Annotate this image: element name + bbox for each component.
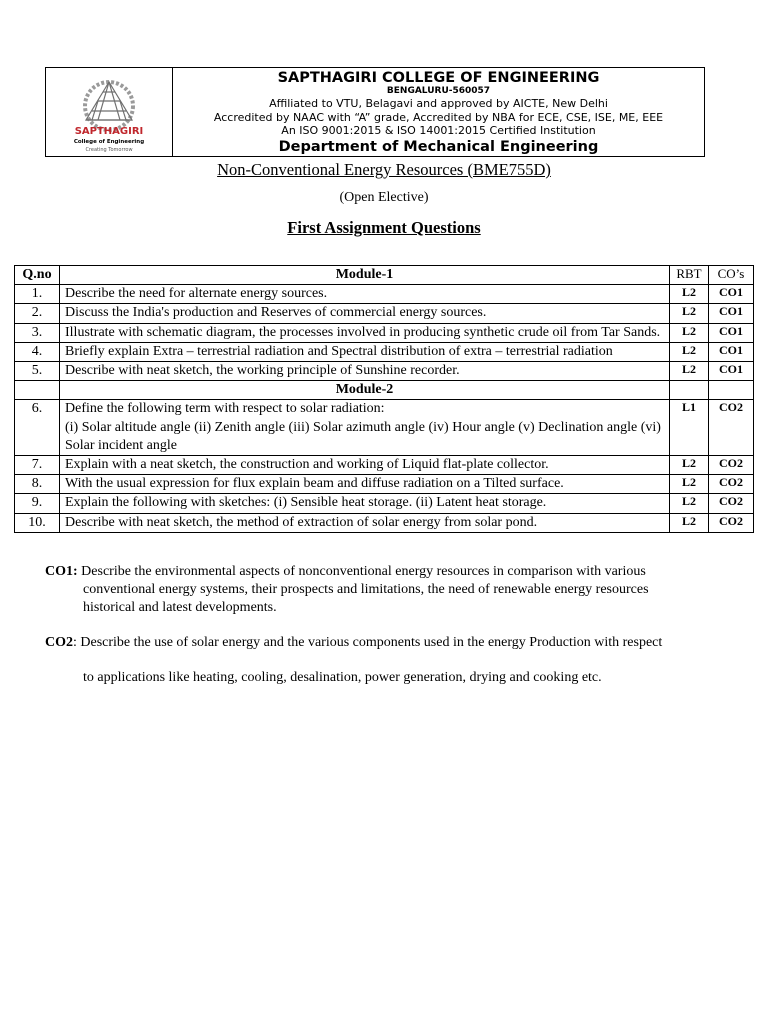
question-text: With the usual expression for flux explain beam and diffuse radiation on a Tilted surface. [60, 475, 670, 494]
table-row [15, 475, 754, 494]
accreditation-text: Accredited by NAAC with “A” grade, Accredited by NBA for ECE, CSE, ISE, ME, EEE [213, 110, 664, 124]
question-number: 8. [15, 475, 60, 494]
rbt-level: L2 [670, 456, 709, 475]
table-row [15, 323, 754, 342]
header-qno: Q.no [15, 266, 60, 285]
table-row [15, 456, 754, 475]
question-text: Discuss the India's production and Reserves of commercial energy sources. [60, 304, 670, 323]
question-number: 10. [15, 513, 60, 532]
table-row [15, 362, 754, 381]
table-header-row [15, 266, 754, 285]
college-logo [46, 68, 173, 156]
college-header-text [173, 68, 704, 156]
table-row [15, 342, 754, 361]
course-outcome: CO2 [709, 400, 754, 456]
course-outcome: CO2 [709, 513, 754, 532]
questions-table [14, 265, 754, 533]
rbt-level: L2 [670, 342, 709, 361]
table-row [15, 285, 754, 304]
module-2-blank-cell [709, 381, 754, 400]
header-box [45, 67, 705, 157]
svg-text:Creating Tomorrow: Creating Tomorrow [85, 147, 133, 153]
assignment-title: First Assignment Questions [287, 218, 481, 237]
question-number: 3. [15, 323, 60, 342]
co1-label: CO1: [45, 564, 78, 579]
course-outcome: CO1 [709, 362, 754, 381]
co2-line-2: to applications like heating, cooling, desalination, power generation, drying and cooking etc. [83, 669, 602, 685]
table-row [15, 304, 754, 323]
affiliation-text: Affiliated to VTU, Belagavi and approved by AICTE, New Delhi [269, 97, 608, 110]
rbt-level: L2 [670, 513, 709, 532]
question-text: Explain with a neat sketch, the construction and working of Liquid flat-plate collector. [60, 456, 670, 475]
table-row [15, 400, 754, 456]
question-number: 4. [15, 342, 60, 361]
co2-block [45, 634, 745, 687]
question-text: Explain the following with sketches: (i) Sensible heat storage. (ii) Latent heat storage. [60, 494, 670, 513]
rbt-level: L2 [670, 494, 709, 513]
course-outcome: CO2 [709, 494, 754, 513]
table-row [15, 494, 754, 513]
elective-label: (Open Elective) [339, 190, 429, 205]
co1-line-1: Describe the environmental aspects of nonconventional energy resources in comparison with various [81, 564, 646, 579]
module-2-heading: Module-2 [60, 381, 670, 400]
question-text: Describe with neat sketch, the working principle of Sunshine recorder. [60, 362, 670, 381]
course-outcome: CO2 [709, 456, 754, 475]
rbt-level: L2 [670, 475, 709, 494]
question-number: 9. [15, 494, 60, 513]
header-cos: CO’s [709, 266, 754, 285]
header-module-1: Module-1 [60, 266, 670, 285]
header-rbt: RBT [670, 266, 709, 285]
table-row [15, 513, 754, 532]
question-text: Briefly explain Extra – terrestrial radiation and Spectral distribution of extra – terrestrial radiation [60, 342, 670, 361]
svg-text:College of Engineering: College of Engineering [73, 139, 145, 145]
svg-text:SAPTHAGIRI: SAPTHAGIRI [74, 126, 144, 137]
question-number: 1. [15, 285, 60, 304]
co2-line-1: : Describe the use of solar energy and the various components used in the energy Production with respect [73, 635, 663, 650]
course-outcome: CO2 [709, 475, 754, 494]
question-text: Describe the need for alternate energy sources. [60, 285, 670, 304]
co1-line-3: historical and latest developments. [83, 599, 277, 615]
question-text: Define the following term with respect to solar radiation: (i) Solar altitude angle (ii) Zenith angle (iii) Solar azimuth angle (iv) Hour angle (v) Declination angle (vi) Solar incident angle [60, 400, 670, 456]
course-outcome: CO1 [709, 342, 754, 361]
course-outcome: CO1 [709, 304, 754, 323]
question-number: 7. [15, 456, 60, 475]
rbt-level: L2 [670, 304, 709, 323]
rbt-level: L1 [670, 400, 709, 456]
rbt-level: L2 [670, 323, 709, 342]
co1-line-2: conventional energy systems, their prospects and limitations, the need of renewable energy resources [83, 581, 649, 597]
question-number: 6. [15, 400, 60, 456]
rbt-level: L2 [670, 362, 709, 381]
co2-label: CO2 [45, 635, 73, 650]
course-outcome: CO1 [709, 323, 754, 342]
question-number: 5. [15, 362, 60, 381]
module-2-blank-cell [670, 381, 709, 400]
question-number: 2. [15, 304, 60, 323]
college-city: BENGALURU-560057 [386, 86, 491, 96]
logo-emblem-icon [46, 68, 172, 156]
college-name: SAPTHAGIRI COLLEGE OF ENGINEERING [277, 70, 600, 86]
module-2-blank-cell [15, 381, 60, 400]
department-name: Department of Mechanical Engineering [278, 138, 599, 155]
question-text: Illustrate with schematic diagram, the processes involved in producing synthetic crude oil from Tar Sands. [60, 323, 670, 342]
module-2-row [15, 381, 754, 400]
rbt-level: L2 [670, 285, 709, 304]
question-text: Describe with neat sketch, the method of extraction of solar energy from solar pond. [60, 513, 670, 532]
co1-block [45, 563, 735, 616]
course-title: Non-Conventional Energy Resources (BME755D) [217, 160, 551, 179]
iso-text: An ISO 9001:2015 & ISO 14001:2015 Certified Institution [281, 124, 596, 137]
course-outcome: CO1 [709, 285, 754, 304]
